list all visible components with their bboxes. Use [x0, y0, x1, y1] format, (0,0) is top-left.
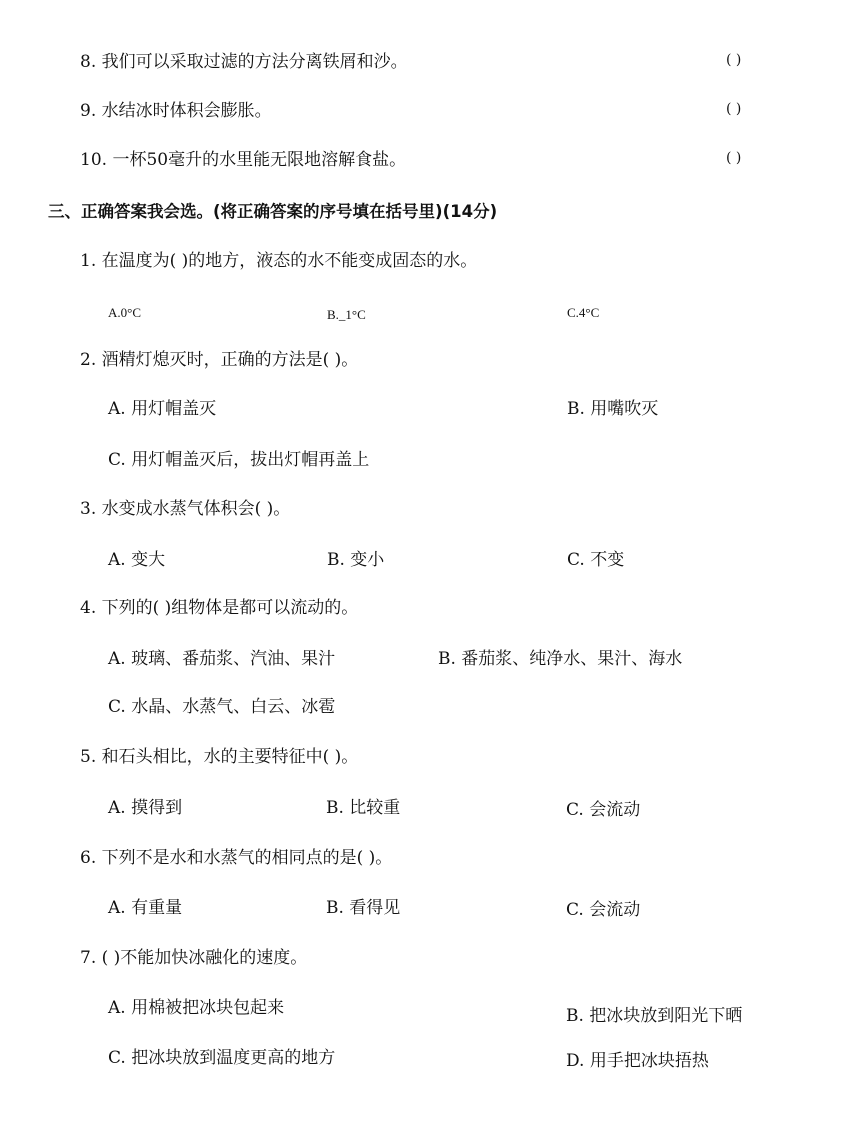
option-a: A. 有重量: [108, 898, 183, 918]
question-3-stem: 3. 水变成水蒸气体积会( )。: [80, 499, 291, 519]
option-a: A. 玻璃、番茄浆、汽油、果汁: [108, 649, 336, 669]
answer-bracket[interactable]: ( ): [726, 150, 742, 166]
option-c: C. 用灯帽盖灭后，拔出灯帽再盖上: [108, 450, 370, 470]
question-5-stem: 5. 和石头相比，水的主要特征中( )。: [80, 747, 359, 767]
option-c: C. 水晶、水蒸气、白云、冰雹: [108, 697, 336, 717]
question-1-stem: 1. 在温度为( )的地方，液态的水不能变成固态的水。: [80, 251, 478, 271]
option-a: A.0°C: [108, 305, 142, 320]
judge-item-9: 9. 水结冰时体积会膨胀。: [80, 101, 272, 121]
answer-bracket[interactable]: ( ): [726, 101, 742, 117]
option-a: A. 变大: [108, 550, 166, 570]
option-c: C. 把冰块放到温度更高的地方: [108, 1048, 336, 1068]
question-6-stem: 6. 下列不是水和水蒸气的相同点的是( )。: [80, 848, 393, 868]
option-a: A. 用棉被把冰块包起来: [108, 998, 285, 1018]
question-4-stem: 4. 下列的( )组物体是都可以流动的。: [80, 598, 359, 618]
option-a: A. 摸得到: [108, 798, 183, 818]
judge-item-8: 8. 我们可以采取过滤的方法分离铁屑和沙。: [80, 52, 408, 72]
option-b: B. 番茄浆、纯净水、果汁、海水: [438, 649, 683, 669]
option-a: A. 用灯帽盖灭: [108, 399, 217, 419]
question-7-stem: 7. ( )不能加快冰融化的速度。: [80, 948, 308, 968]
option-d: D. 用手把冰块捂热: [566, 1051, 709, 1071]
option-b: B. 用嘴吹灭: [567, 399, 659, 419]
option-b: B. 比较重: [326, 798, 401, 818]
option-c: C. 不变: [567, 550, 625, 570]
section-heading: 三、正确答案我会选。(将正确答案的序号填在括号里)(14分): [48, 202, 498, 221]
option-b: B. 看得见: [326, 898, 401, 918]
judge-item-10: 10. 一杯50毫升的水里能无限地溶解食盐。: [80, 150, 407, 170]
answer-bracket[interactable]: ( ): [726, 52, 742, 68]
option-b: B._1°C: [327, 307, 366, 322]
option-c: C.4°C: [567, 305, 600, 320]
option-b: B. 变小: [327, 550, 385, 570]
option-b: B. 把冰块放到阳光下晒: [566, 1006, 743, 1026]
question-2-stem: 2. 酒精灯熄灭时，正确的方法是( )。: [80, 350, 359, 370]
option-c: C. 会流动: [566, 800, 641, 820]
option-c: C. 会流动: [566, 900, 641, 920]
